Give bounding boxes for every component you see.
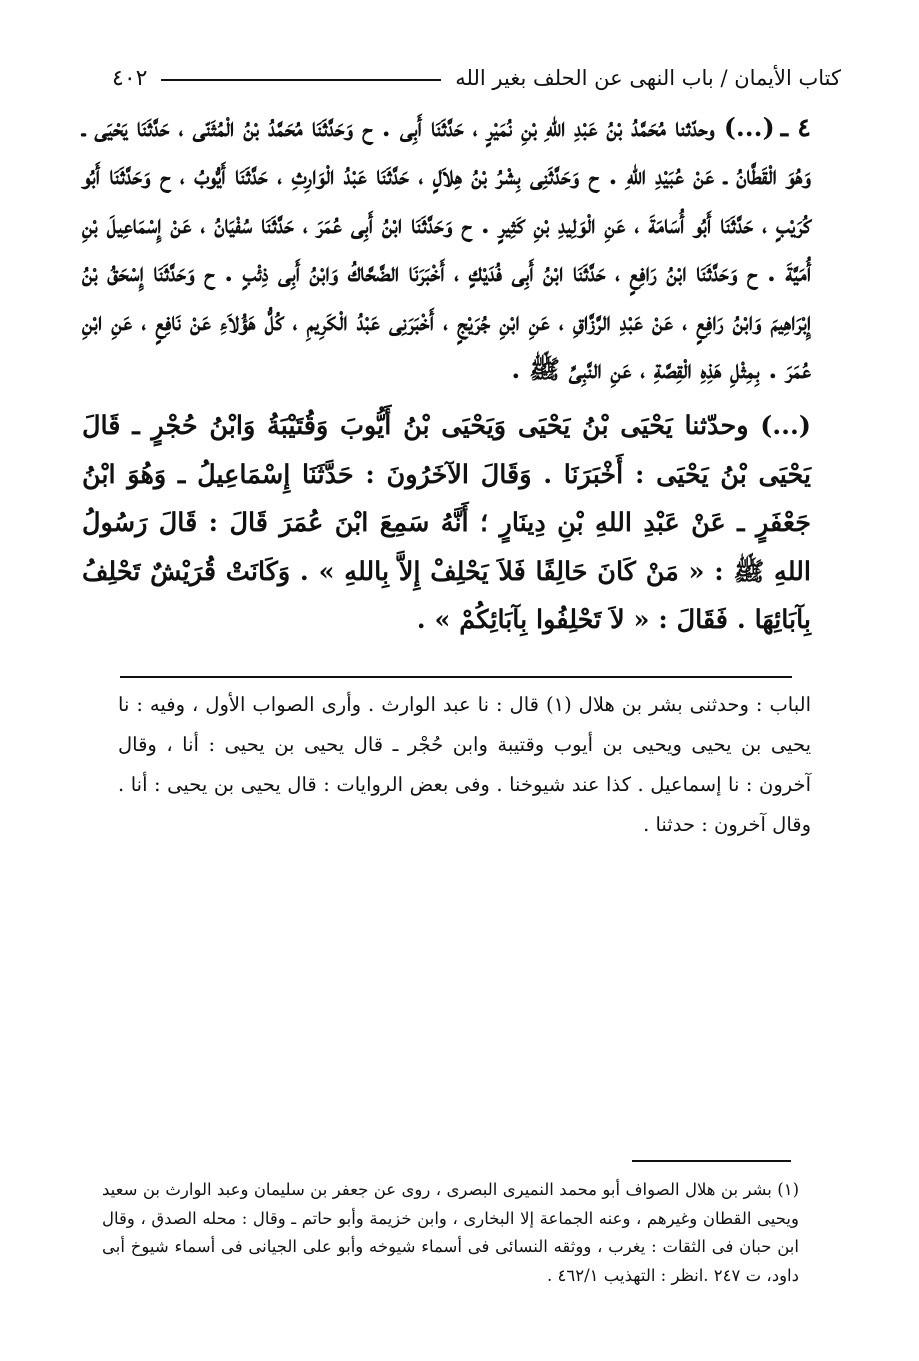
commentary-text: الباب : وحدثنى بشر بن هلال (١) قال : نا عبد الوارث . وأرى الصواب الأول ، وفيه : نا يحيى بن يحيى ويحيى بن أيوب وقتيبة وابن حُجْر ـ قال يحيى بن يحيى : أنا ، وقال آخرون : نا إسماعيل . كذا عند شيوخنا . وفى بعض الروايات : قال يحيى بن يحيى : أنا . وقال آخرون : حدثنا . xyxy=(118,693,811,836)
hadith-paragraph xyxy=(82,402,811,644)
hadith-number: ٤ ـ xyxy=(780,113,811,143)
page-number: ٤٠٢ xyxy=(112,65,148,91)
hadith-text xyxy=(82,104,811,644)
footnotes xyxy=(102,1176,799,1290)
footnote-rule xyxy=(632,1160,791,1162)
chapter-title: كتاب الأيمان / باب النهى عن الحلف بغير الله xyxy=(455,66,841,90)
commentary-divider xyxy=(120,676,792,678)
footnote-item: (١) بشر بن هلال الصواف أبو محمد النميرى البصرى ، روى عن جعفر بن سليمان وعبد الوارث بن سعيد ويحيى القطان وغيرهم ، وعنه الجماعة إلا البخارى ، وابن خزيمة وأبو حاتم ـ وقال : محله الصدق ، وقال ابن حبان فى الثقات : يغرب ، ووثقه النسائى فى أسماء شيوخه وأبو على الجيانى فى أسماء شيوخ أبى داود، ت ٢٤٧ .انظر : التهذيب ٤٦٢/١ . xyxy=(102,1180,799,1285)
header-rule xyxy=(161,79,441,81)
hadith-body: (...) وحدّثنا يَحْيَى بْنُ يَحْيَى وَيَحْيَى بْنُ أَيُّوبَ وَقُتَيْبَةُ وَابْنُ حُجْرٍ ـ قَالَ يَحْيَى بْنُ يَحْيَى : أَخْبَرَنَا . وَقَالَ الآخَرُونَ : حَدَّثَنَا إِسْمَاعِيلُ ـ وَهُوَ ابْنُ جَعْفَرٍ ـ عَنْ عَبْدِ اللهِ بْنِ دِينَارٍ ؛ أَنَّهُ سَمِعَ ابْنَ عُمَرَ قَالَ : قَالَ رَسُولُ اللهِ ﷺ : « مَنْ كَانَ حَالِفًا فَلاَ يَحْلِفْ إِلاَّ بِاللهِ » . وَكَانَتْ قُرَيْشٌ تَحْلِفُ بِآبَائِهَا . فَقَالَ : « لاَ تَحْلِفُوا بِآبَائِكُمْ » . xyxy=(82,411,811,636)
hadith-paragraph xyxy=(82,104,811,394)
hadith-body: (...) وحدّثنا مُحَمَّدُ بْنُ عَبْدِ اللهِ بْنِ نُمَيْرٍ ، حَدَّثَنَا أَبِى . ح وَحَدَّثَنَا مُحَمَّدُ بْنُ الْمُثَنّى ، حَدَّثَنَا يَحْيَى ـ وَهُوَ الْقَطَّانُ ـ عَنْ عُبَيْدِ اللهِ . ح وَحَدَّثَنِى بِشْرُ بْنُ هِلاَلٍ ، حَدَّثَنَا عَبْدُ الْوَارِثِ ، حَدَّثَنَا أَيُّوبُ ، ح وَحَدَّثَنَا أَبُو كُرَيْبٍ ، حَدَّثَنَا أَبُو أُسَامَةَ ، عَنِ الْوَلِيدِ بْنِ كَثِيرٍ . ح وَحَدَّثَنَا ابْنُ أَبِى عُمَرَ ، حَدَّثَنَا سُفْيَانُ ، عَنْ إِسْمَاعِيلَ بْنِ أُمَيَّةَ . ح وَحَدَّثَنَا ابْنُ رَافِعٍ ، حَدَّثَنَا ابْنُ أَبِى فُدَيْكٍ ، أَخْبَرَنَا الضَّحَّاكُ وَابْنُ أَبِى ذِئْبٍ . ح وَحَدَّثَنَا إِسْحَقُ بْنُ إِبْرَاهِيمَ وَابْنُ رَافِعٍ ، عَنْ عَبْدِ الرَّزَّاقِ ، عَنِ ابْنِ جُرَيْجٍ ، أَخْبَرَنِى عَبْدُ الْكَرِيمِ ، كُلُّ هَؤُلاَءِ عَنْ نَافِعٍ ، عَنِ ابْنِ عُمَرَ . بِمِثْلِ هَذِهِ الْقِصَّةِ ، عَنِ النَّبِىِّ ﷺ . xyxy=(82,113,811,386)
running-header xyxy=(112,62,841,94)
